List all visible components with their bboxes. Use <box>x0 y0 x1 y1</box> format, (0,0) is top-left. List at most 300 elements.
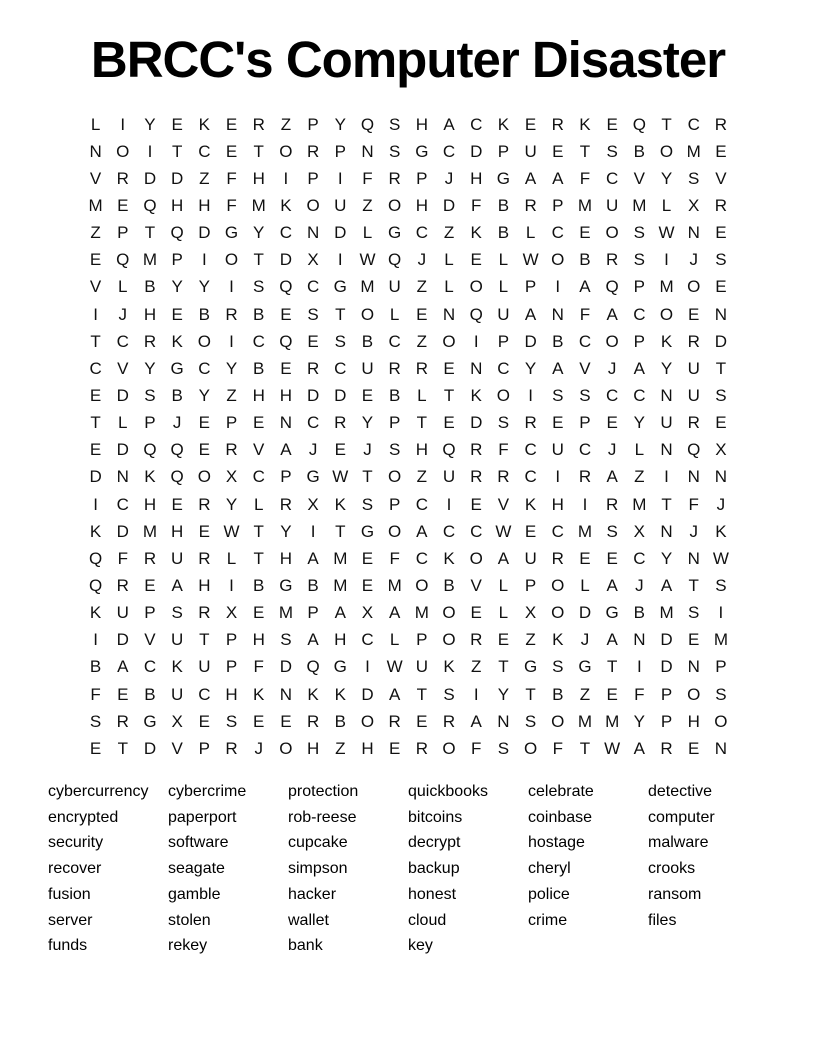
grid-cell: C <box>198 141 211 161</box>
grid-cell: Z <box>579 684 591 704</box>
word-item: computer <box>648 808 715 826</box>
grid-cell: M <box>333 548 348 568</box>
grid-cell: D <box>470 141 483 161</box>
grid-cell: H <box>361 738 374 758</box>
word-item: cybercurrency <box>48 783 149 800</box>
word-item: files <box>648 911 677 929</box>
grid-cell: Z <box>634 467 645 487</box>
grid-cell: L <box>661 195 672 215</box>
grid-cell: L <box>525 223 536 243</box>
grid-cell: J <box>417 250 427 270</box>
grid-cell: S <box>307 304 319 324</box>
word-item: cheryl <box>528 860 571 878</box>
grid-cell: O <box>388 521 402 541</box>
word-item: detective <box>648 783 713 800</box>
word-item: protection <box>288 783 359 800</box>
grid-cell: S <box>715 575 727 595</box>
grid-cell: C <box>578 440 592 460</box>
grid-cell: Q <box>143 195 157 215</box>
grid-cell: R <box>524 413 537 433</box>
grid-cell: S <box>497 413 510 433</box>
grid-cell: D <box>116 630 129 650</box>
grid-cell: S <box>552 657 564 677</box>
grid-cell: I <box>201 250 207 270</box>
grid-cell: A <box>307 630 319 650</box>
grid-cell: L <box>226 548 237 568</box>
grid-cell: R <box>116 168 129 188</box>
grid-cell: Q <box>687 440 701 460</box>
grid-cell: T <box>253 250 264 270</box>
grid-cell: W <box>223 521 240 541</box>
grid-cell: Q <box>360 114 375 134</box>
grid-cell: R <box>551 548 564 568</box>
word-item: quickbooks <box>408 783 489 800</box>
grid-cell: C <box>551 223 564 243</box>
word-item: crooks <box>648 860 696 878</box>
grid-cell: V <box>117 358 129 378</box>
grid-cell: P <box>225 630 238 650</box>
grid-cell: U <box>660 413 673 433</box>
grid-cell: A <box>388 684 401 704</box>
grid-cell: C <box>606 168 619 188</box>
grid-cell: F <box>226 168 237 188</box>
grid-cell: Q <box>469 304 483 324</box>
grid-cell: D <box>116 385 129 405</box>
grid-cell: T <box>661 494 672 514</box>
grid-cell: P <box>660 711 673 731</box>
grid-cell: S <box>443 684 455 704</box>
grid-cell: T <box>688 575 699 595</box>
grid-cell: O <box>523 738 538 758</box>
grid-cell: R <box>306 358 320 378</box>
grid-cell: O <box>415 575 429 595</box>
grid-cell: S <box>688 603 700 623</box>
grid-cell: M <box>632 494 647 514</box>
grid-cell: M <box>387 575 402 595</box>
word-list <box>48 779 768 959</box>
grid-cell: G <box>333 657 347 677</box>
grid-cell: E <box>470 494 482 514</box>
grid-cell: R <box>225 738 238 758</box>
word-item: celebrate <box>528 783 594 800</box>
grid-cell: O <box>197 467 211 487</box>
grid-cell: E <box>307 331 319 351</box>
grid-cell: B <box>171 385 183 405</box>
grid-cell: C <box>524 440 537 460</box>
grid-cell: T <box>606 657 618 677</box>
grid-cell: O <box>551 575 565 595</box>
grid-cell: L <box>389 630 400 650</box>
grid-cell: R <box>388 711 401 731</box>
grid-cell: X <box>633 521 646 541</box>
grid-cell: U <box>171 684 184 704</box>
grid-cell: C <box>89 358 102 378</box>
grid-cell: C <box>470 114 483 134</box>
grid-cell: X <box>307 250 319 270</box>
grid-cell: E <box>334 440 346 460</box>
grid-cell: J <box>607 440 617 460</box>
grid-cell: M <box>333 575 348 595</box>
grid-cell: T <box>199 630 210 650</box>
grid-cell: O <box>687 277 701 297</box>
grid-cell: E <box>280 358 292 378</box>
grid-cell: D <box>361 684 374 704</box>
grid-cell: W <box>712 548 729 568</box>
grid-cell: Z <box>416 331 428 351</box>
grid-cell: N <box>687 223 700 243</box>
grid-cell: E <box>198 711 211 731</box>
grid-cell: E <box>225 141 238 161</box>
grid-cell: O <box>687 684 701 704</box>
grid-cell: O <box>442 331 456 351</box>
grid-cell: I <box>229 575 234 595</box>
grid-cell: Y <box>660 168 673 188</box>
grid-cell: J <box>716 494 726 514</box>
grid-cell: H <box>171 195 184 215</box>
grid-cell: S <box>334 331 346 351</box>
grid-cell: U <box>524 141 537 161</box>
grid-cell: N <box>687 657 700 677</box>
grid-cell: Z <box>471 657 482 677</box>
grid-cell: A <box>660 575 673 595</box>
grid-cell: D <box>660 657 673 677</box>
grid-cell: G <box>605 603 619 623</box>
grid-cell: I <box>365 657 370 677</box>
grid-cell: E <box>470 603 482 623</box>
grid-cell: F <box>389 548 400 568</box>
grid-cell: K <box>334 494 346 514</box>
grid-cell: E <box>253 413 265 433</box>
grid-cell: F <box>117 548 128 568</box>
grid-cell: Y <box>198 277 211 297</box>
grid-cell: A <box>388 603 401 623</box>
grid-cell: N <box>89 141 102 161</box>
grid-cell: E <box>579 548 591 568</box>
grid-cell: R <box>198 494 211 514</box>
grid-cell: B <box>552 331 564 351</box>
grid-cell: G <box>170 358 184 378</box>
grid-cell: N <box>660 440 673 460</box>
grid-cell: P <box>144 413 156 433</box>
grid-cell: B <box>253 358 265 378</box>
grid-cell: K <box>334 684 346 704</box>
grid-cell: N <box>279 413 293 433</box>
word-item: wallet <box>288 911 329 929</box>
grid-cell: M <box>577 521 593 541</box>
grid-cell: T <box>144 223 156 243</box>
grid-cell: M <box>686 141 701 161</box>
word-list-column <box>408 779 528 959</box>
grid-cell: H <box>252 168 265 188</box>
grid-cell: R <box>714 195 728 215</box>
grid-cell: O <box>551 711 565 731</box>
grid-cell: K <box>171 331 183 351</box>
grid-cell: P <box>334 141 346 161</box>
grid-cell: O <box>279 141 293 161</box>
grid-cell: C <box>633 548 646 568</box>
grid-cell: S <box>688 168 700 188</box>
grid-cell: I <box>555 277 561 297</box>
grid-cell: I <box>120 114 126 134</box>
grid-cell: F <box>471 738 482 758</box>
grid-cell: A <box>416 521 428 541</box>
grid-cell: V <box>470 575 482 595</box>
grid-cell: C <box>606 385 619 405</box>
grid-cell: U <box>388 277 401 297</box>
grid-cell: E <box>606 114 618 134</box>
grid-cell: E <box>715 413 727 433</box>
grid-cell: L <box>498 250 509 270</box>
grid-cell: C <box>279 223 293 243</box>
grid-cell: O <box>442 738 456 758</box>
grid-cell: B <box>497 223 510 243</box>
grid-cell: N <box>116 467 129 487</box>
word-list-column <box>288 779 408 959</box>
grid-cell: O <box>388 467 402 487</box>
grid-cell: K <box>253 684 265 704</box>
letter-grid <box>82 111 735 762</box>
grid-cell: C <box>252 331 265 351</box>
grid-cell: K <box>89 603 102 623</box>
grid-cell: O <box>388 195 402 215</box>
grid-cell: T <box>335 304 346 324</box>
grid-cell: H <box>551 494 564 514</box>
grid-cell: T <box>715 358 727 378</box>
word-item: coinbase <box>528 808 593 826</box>
grid-cell: V <box>715 168 727 188</box>
grid-cell: L <box>118 413 128 433</box>
grid-cell: V <box>89 168 102 188</box>
grid-cell: P <box>497 331 510 351</box>
grid-cell: A <box>443 114 455 134</box>
grid-cell: P <box>307 168 319 188</box>
grid-cell: V <box>579 358 591 378</box>
word-item: recover <box>48 860 102 878</box>
grid-cell: X <box>715 440 727 460</box>
grid-cell: H <box>334 630 347 650</box>
grid-cell: G <box>496 168 511 188</box>
grid-cell: A <box>606 575 618 595</box>
grid-cell: F <box>552 738 563 758</box>
grid-cell: A <box>497 548 510 568</box>
grid-cell: I <box>446 494 452 514</box>
grid-cell: I <box>229 277 234 297</box>
grid-cell: M <box>360 277 375 297</box>
grid-cell: C <box>306 413 320 433</box>
grid-cell: I <box>718 603 724 623</box>
grid-cell: J <box>172 413 182 433</box>
grid-cell: T <box>416 684 428 704</box>
grid-cell: R <box>687 413 700 433</box>
grid-cell: S <box>253 277 265 297</box>
grid-cell: L <box>417 385 427 405</box>
grid-cell: L <box>444 277 454 297</box>
grid-cell: U <box>606 195 619 215</box>
grid-cell: Y <box>524 358 537 378</box>
grid-cell: S <box>171 603 183 623</box>
grid-cell: F <box>253 657 264 677</box>
grid-cell: C <box>524 467 537 487</box>
grid-cell: M <box>251 195 266 215</box>
grid-cell: P <box>280 467 292 487</box>
grid-cell: Q <box>88 575 103 595</box>
grid-cell: C <box>633 385 646 405</box>
grid-cell: B <box>497 195 510 215</box>
grid-cell: N <box>660 521 673 541</box>
grid-cell: P <box>307 114 319 134</box>
grid-cell: R <box>606 494 619 514</box>
grid-cell: R <box>198 548 211 568</box>
grid-cell: R <box>578 467 592 487</box>
grid-cell: T <box>171 141 183 161</box>
grid-cell: R <box>252 114 265 134</box>
grid-cell: B <box>253 304 265 324</box>
grid-cell: S <box>552 385 564 405</box>
grid-cell: L <box>253 494 264 514</box>
grid-cell: A <box>633 358 646 378</box>
grid-cell: I <box>555 467 561 487</box>
word-item: honest <box>408 885 457 903</box>
grid-cell: Y <box>660 548 673 568</box>
grid-cell: D <box>334 385 347 405</box>
grid-cell: R <box>497 467 510 487</box>
grid-cell: E <box>198 413 211 433</box>
grid-cell: I <box>93 304 98 324</box>
grid-cell: C <box>470 521 483 541</box>
grid-cell: D <box>524 331 537 351</box>
grid-cell: O <box>551 250 565 270</box>
grid-cell: D <box>306 385 320 405</box>
grid-cell: S <box>633 223 646 243</box>
grid-cell: I <box>473 331 479 351</box>
grid-cell: Q <box>170 223 184 243</box>
grid-cell: U <box>687 385 700 405</box>
grid-cell: A <box>524 168 537 188</box>
grid-cell: D <box>116 440 129 460</box>
grid-cell: R <box>524 195 537 215</box>
grid-cell: N <box>279 684 293 704</box>
grid-cell: P <box>660 684 673 704</box>
grid-cell: B <box>334 711 346 731</box>
grid-cell: S <box>715 385 727 405</box>
grid-cell: P <box>552 195 564 215</box>
grid-cell: Z <box>226 385 237 405</box>
grid-cell: B <box>253 575 265 595</box>
grid-cell: E <box>89 250 102 270</box>
grid-cell: E <box>579 223 591 243</box>
grid-cell: C <box>334 358 347 378</box>
grid-cell: F <box>226 195 237 215</box>
grid-cell: X <box>171 711 183 731</box>
grid-cell: Y <box>225 358 238 378</box>
grid-cell: Q <box>279 331 293 351</box>
grid-cell: Y <box>198 385 211 405</box>
grid-cell: K <box>443 548 455 568</box>
grid-cell: S <box>144 385 156 405</box>
grid-cell: F <box>579 168 591 188</box>
grid-cell: P <box>144 603 156 623</box>
grid-cell: N <box>714 738 728 758</box>
word-item: ransom <box>648 885 702 903</box>
grid-cell: V <box>89 277 102 297</box>
grid-cell: G <box>578 657 592 677</box>
grid-cell: T <box>443 385 455 405</box>
grid-cell: W <box>359 250 376 270</box>
grid-cell: M <box>713 630 728 650</box>
grid-cell: R <box>551 114 564 134</box>
word-item: key <box>408 937 433 955</box>
grid-cell: T <box>525 684 536 704</box>
grid-cell: E <box>497 630 510 650</box>
grid-cell: O <box>469 548 483 568</box>
grid-cell: E <box>225 114 238 134</box>
grid-cell: R <box>143 548 157 568</box>
grid-cell: C <box>497 358 510 378</box>
grid-cell: C <box>578 331 592 351</box>
grid-cell: R <box>660 738 673 758</box>
grid-cell: O <box>306 195 320 215</box>
grid-cell: H <box>198 195 211 215</box>
grid-cell: C <box>116 331 129 351</box>
grid-cell: T <box>362 467 373 487</box>
grid-cell: Y <box>253 223 265 243</box>
grid-cell: C <box>361 630 374 650</box>
word-item: bitcoins <box>408 808 463 826</box>
grid-cell: P <box>416 630 428 650</box>
grid-cell: I <box>93 494 98 514</box>
grid-cell: R <box>279 494 293 514</box>
word-item: hostage <box>528 834 585 852</box>
grid-cell: K <box>307 684 319 704</box>
grid-cell: H <box>470 168 483 188</box>
grid-cell: E <box>552 141 564 161</box>
grid-cell: N <box>470 358 483 378</box>
grid-cell: J <box>635 575 644 595</box>
grid-cell: C <box>415 548 428 568</box>
grid-cell: H <box>415 114 428 134</box>
grid-cell: D <box>116 521 129 541</box>
grid-cell: S <box>606 521 618 541</box>
grid-cell: S <box>361 494 374 514</box>
grid-cell: P <box>579 413 591 433</box>
grid-cell: C <box>633 304 646 324</box>
grid-cell: R <box>143 331 157 351</box>
grid-cell: Q <box>143 440 157 460</box>
grid-cell: T <box>90 331 101 351</box>
word-item: cloud <box>408 911 447 929</box>
grid-cell: B <box>443 575 455 595</box>
grid-cell: I <box>93 630 98 650</box>
grid-cell: Y <box>144 114 156 134</box>
grid-cell: U <box>415 657 428 677</box>
grid-cell: M <box>605 711 620 731</box>
grid-cell: E <box>361 575 374 595</box>
grid-cell: M <box>577 711 593 731</box>
grid-cell: L <box>362 223 373 243</box>
grid-cell: J <box>363 440 372 460</box>
grid-cell: Q <box>388 250 402 270</box>
grid-cell: R <box>388 168 401 188</box>
grid-cell: K <box>579 114 591 134</box>
grid-cell: T <box>335 521 346 541</box>
grid-cell: U <box>198 657 211 677</box>
grid-cell: D <box>470 413 483 433</box>
grid-cell: R <box>714 114 728 134</box>
grid-cell: Z <box>199 168 210 188</box>
grid-cell: H <box>198 575 211 595</box>
grid-cell: M <box>577 195 593 215</box>
word-item: paperport <box>168 808 237 826</box>
